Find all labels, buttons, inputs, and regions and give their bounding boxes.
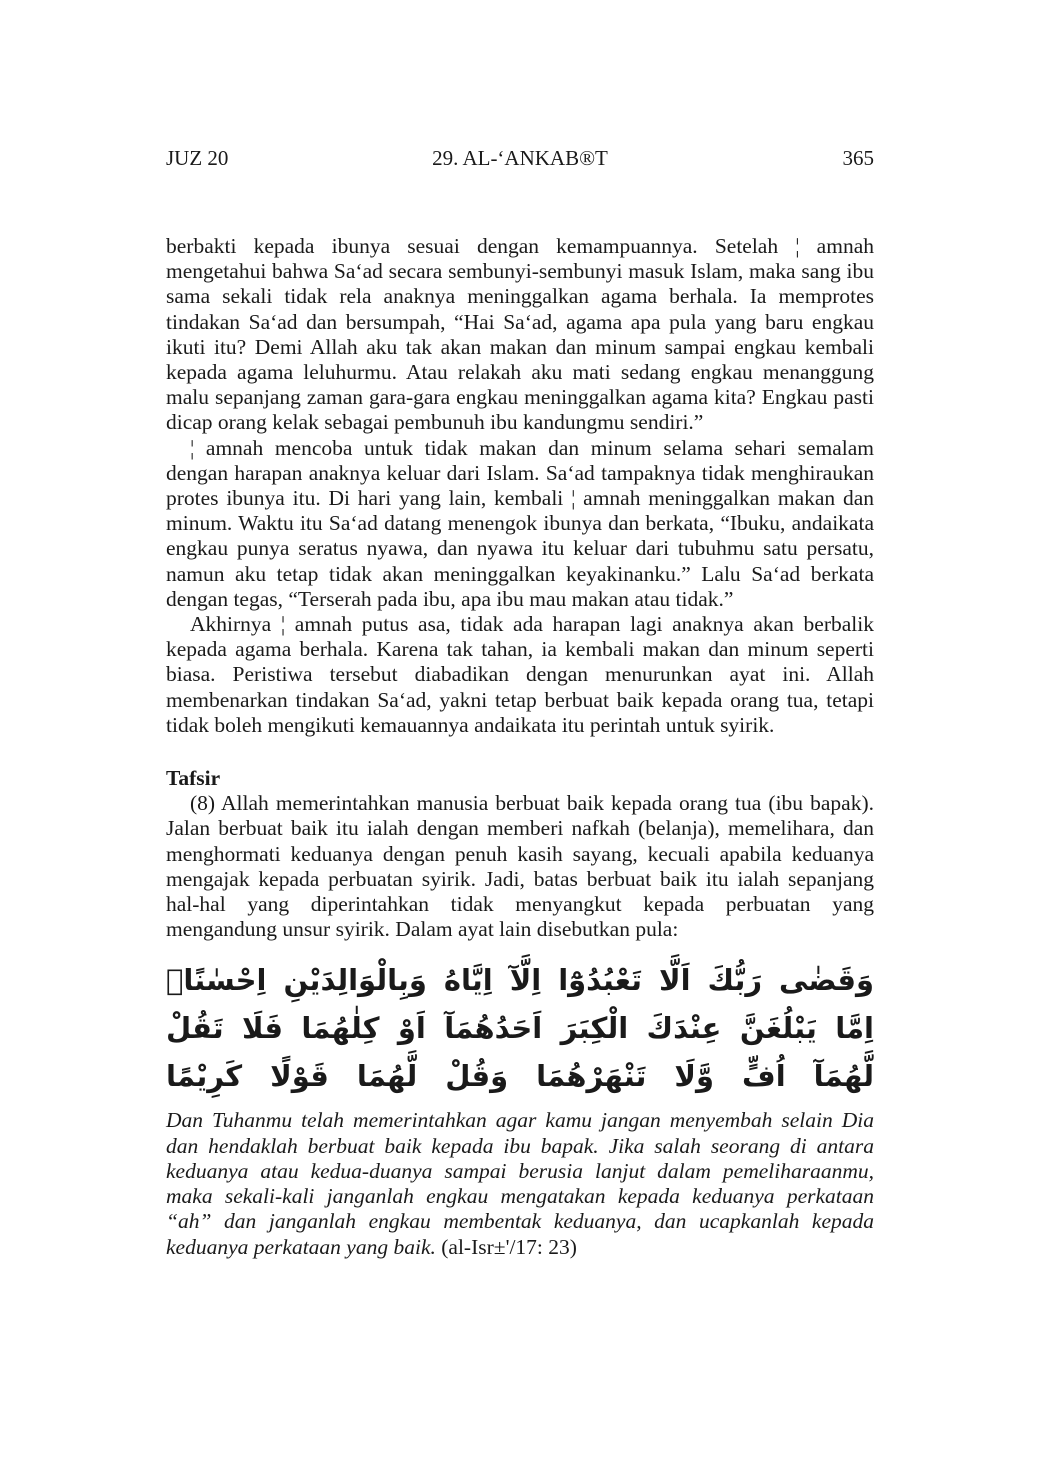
translation-text: Dan Tuhanmu telah memerintahkan agar kamu jangan menyembah selain Dia dan hendaklah berbuat baik kepada ibu bapak. Jika salah seorang di antara keduanya atau kedua-duanya sampai berusia lanjut dalam pemeliharaanmu, maka sekali-kali janganlah engkau mengatakan kepada keduanya perkataan “ah” dan janganlah engkau membentak keduanya, dan ucapkanlah kepada keduanya perkataan yang baik. — [166, 1108, 874, 1259]
juz-label: JUZ 20 — [166, 146, 229, 170]
paragraph-1: berbakti kepada ibunya sesuai dengan kemampuannya. Setelah ¦ amnah mengetahui bahwa Sa‘ad secara sembunyi-sembunyi masuk Islam, maka sang ibu sama sekali tidak rela anaknya meninggalkan agama berhala. Ia memprotes tindakan Sa‘ad dan bersumpah, “Hai Sa‘ad, agama apa pula yang baru engkau ikuti itu? Demi Allah aku tak akan makan dan minum sampai engkau kembali kepada agama leluhurmu. Atau relakah aku mati sedang engkau menanggung malu sepanjang zaman gara-gara engkau meninggalkan agama kita? Engkau pasti dicap orang kelak sebagai pembunuh ibu kandungmu sendiri.” — [166, 234, 874, 435]
verse-translation — [166, 1108, 874, 1259]
page-number: 365 — [842, 146, 874, 170]
surah-title: 29. AL-‘ANKAB®T — [432, 146, 608, 170]
tafsir-heading: Tafsir — [166, 766, 221, 791]
arabic-verse: وَقَضٰى رَبُّكَ اَلَّا تَعْبُدُوْٓا اِلَّآ اِيَّاهُ وَبِالْوَالِدَيْنِ اِحْسٰنًاۗ اِمَّا يَبْلُغَنَّ عِنْدَكَ الْكِبَرَ اَحَدُهُمَآ اَوْ كِلٰهُمَا فَلَا تَقُلْ لَّهُمَآ اُفٍّ وَّلَا تَنْهَرْهُمَا وَقُلْ لَّهُمَا قَوْلًا كَرِيْمًا — [166, 963, 874, 1094]
paragraph-2: ¦ amnah mencoba untuk tidak makan dan minum selama sehari semalam dengan harapan anaknya keluar dari Islam. Sa‘ad tampaknya tidak menghiraukan protes ibunya itu. Di hari yang lain, kembali ¦ amnah meninggalkan makan dan minum. Waktu itu Sa‘ad datang menengok ibunya dan berkata, “Ibuku, andaikata engkau punya seratus nyawa, dan nyawa itu keluar dari tubuhmu satu persatu, namun aku tetap tidak akan meninggalkan keyakinanku.” Lalu Sa‘ad berkata dengan tegas, “Terserah pada ibu, apa ibu mau makan atau tidak.” — [166, 435, 874, 611]
tafsir-paragraph: (8) Allah memerintahkan manusia berbuat baik kepada orang tua (ibu bapak). Jalan berbuat baik itu ialah dengan memberi nafkah (belanja), memelihara, dan menghormati keduanya dengan penuh kasih sayang, kecuali apabila keduanya mengajak kepada perbuatan syirik. Jadi, batas berbuat baik itu ialah sepanjang hal-hal yang diperintahkan tidak menyangkut kepada perbuatan yang mengandung unsur syirik. Dalam ayat lain disebutkan pula: — [166, 791, 874, 942]
running-header — [166, 143, 874, 173]
page-body — [166, 234, 874, 1260]
verse-reference: (al-Isr±'/17: 23) — [441, 1234, 577, 1259]
paragraph-3: Akhirnya ¦ amnah putus asa, tidak ada harapan lagi anaknya akan berbalik kepada agama berhala. Karena tak tahan, ia kembali makan dan minum seperti biasa. Peristiwa tersebut diabadikan dengan menurunkan ayat ini. Allah membenarkan tindakan Sa‘ad, yakni tetap berbuat baik kepada orang tua, tetapi tidak boleh mengikuti kemauannya andaikata itu perintah untuk syirik. — [166, 612, 874, 737]
